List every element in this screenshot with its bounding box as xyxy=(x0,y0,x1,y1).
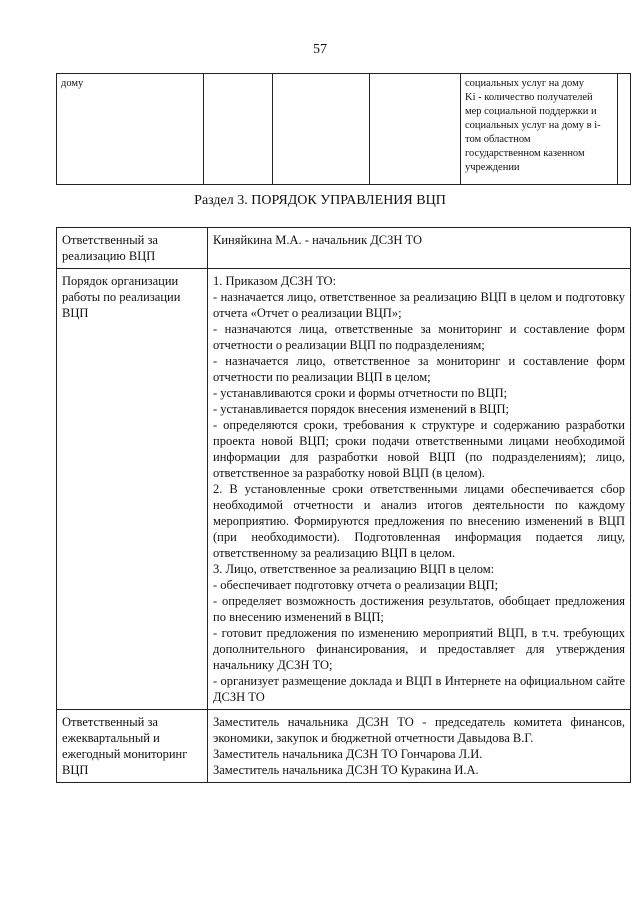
table-cell-empty xyxy=(370,74,461,185)
page-number: 57 xyxy=(313,42,327,57)
content-line: Киняйкина М.А. - начальник ДСЗН ТО xyxy=(213,233,423,247)
content-line: Заместитель начальника ДСЗН ТО - председатель комитета финансов, экономики, закупок и бюджетной отчетности Давыдова В.Г. xyxy=(213,715,625,745)
table-row xyxy=(57,710,631,783)
content-line: - обеспечивает подготовку отчета о реализации ВЦП; xyxy=(213,578,499,592)
content-line: - назначается лицо, ответственное за мониторинг и составление форм отчетности по реализации ВЦП в целом; xyxy=(213,354,625,384)
content-line: - готовит предложения по изменению мероприятий ВЦП, в т.ч. требующих дополнительного финансирования, и предоставляет для утверждения начальнику ДСЗН ТО; xyxy=(213,626,625,672)
content-line: - организует размещение доклада и ВЦП в Интернете на официальном сайте ДСЗН ТО xyxy=(213,674,625,704)
cell-text: дому xyxy=(61,78,84,89)
row-content xyxy=(208,710,631,783)
content-line: 2. В установленные сроки ответственными лицами обеспечивается сбор необходимой отчетности и анализ итогов деятельности по каждому мероприятию. Формируются предложения по внесению изменений в ВЦП (при необходимости). Подготовленная информация подается лицу, ответственному за реализацию ВЦП в целом. xyxy=(213,482,625,560)
cell-line: Ki - количество получателей xyxy=(465,92,593,103)
table-cell-empty xyxy=(273,74,370,185)
table-row xyxy=(57,228,631,269)
cell-line: социальных услуг на дому xyxy=(465,78,585,89)
content-line: Заместитель начальника ДСЗН ТО Гончарова Л.И. xyxy=(213,747,483,761)
cell-line: мер социальной поддержки и xyxy=(465,106,597,117)
content-line: - устанавливается порядок внесения изменений в ВЦП; xyxy=(213,402,509,416)
cell-line: социальных услуг на дому в i- xyxy=(465,120,601,131)
content-line: - определяет возможность достижения результатов, обобщает предложения по внесению изменений в ВЦП; xyxy=(213,594,625,624)
content-line: - назначается лицо, ответственное за реализацию ВЦП в целом и подготовку отчета «Отчет о реализации ВЦП»; xyxy=(213,290,625,320)
cell-line: том областном xyxy=(465,134,531,145)
table-cell-formula xyxy=(461,74,618,185)
content-line: - определяются сроки, требования к структуре и содержанию разработки проекта новой ВЦП; сроки подачи ответственными лицами необходимой информации для разработки новой ВЦП (по подразделениям); лицо, ответственное за разработку новой ВЦП (в целом). xyxy=(213,418,625,480)
row-content xyxy=(208,228,631,269)
content-line: - устанавливаются сроки и формы отчетности по ВЦП; xyxy=(213,386,508,400)
management-table xyxy=(56,227,631,783)
table-row xyxy=(57,74,631,185)
row-label: Порядок организации работы по реализации ВЦП xyxy=(57,269,208,710)
table-cell-name xyxy=(57,74,204,185)
table-cell-empty xyxy=(204,74,273,185)
table-row xyxy=(57,269,631,710)
cell-line: учреждении xyxy=(465,162,520,173)
continued-indicators-table xyxy=(56,73,631,185)
row-label: Ответственный за ежеквартальный и ежегодный мониторинг ВЦП xyxy=(57,710,208,783)
row-content xyxy=(208,269,631,710)
content-line: 1. Приказом ДСЗН ТО: xyxy=(213,274,337,288)
content-line: Заместитель начальника ДСЗН ТО Куракина И.А. xyxy=(213,763,479,777)
content-line: 3. Лицо, ответственное за реализацию ВЦП в целом: xyxy=(213,562,495,576)
cell-line: государственном казенном xyxy=(465,148,585,159)
row-label: Ответственный за реализацию ВЦП xyxy=(57,228,208,269)
table-cell-empty xyxy=(618,74,631,185)
section-title: Раздел 3. ПОРЯДОК УПРАВЛЕНИЯ ВЦП xyxy=(194,193,446,208)
content-line: - назначаются лица, ответственные за мониторинг и составление форм отчетности о реализации ВЦП по подразделениям; xyxy=(213,322,625,352)
